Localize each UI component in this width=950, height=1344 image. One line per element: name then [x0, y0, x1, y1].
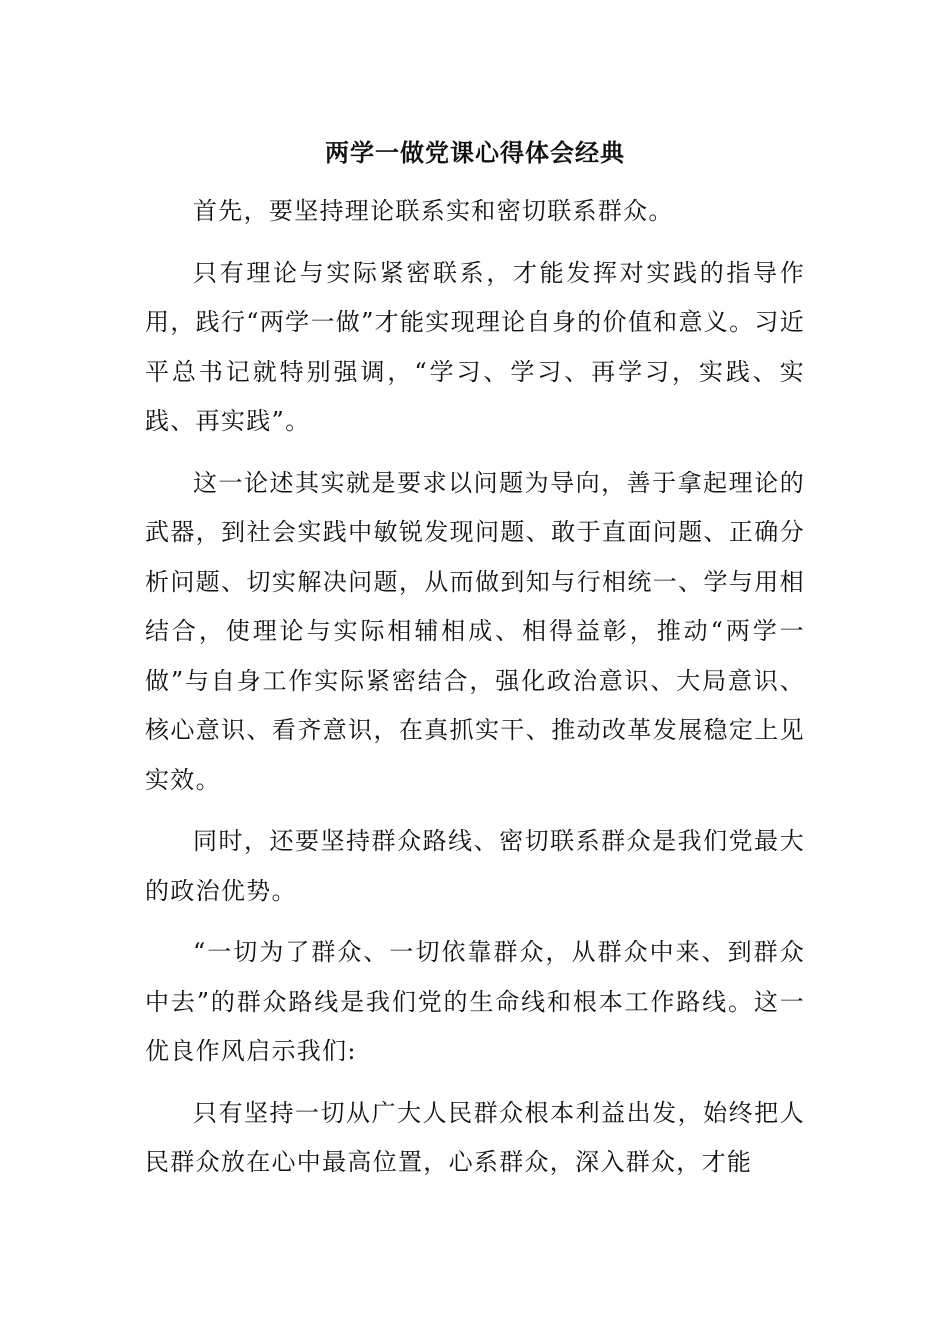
paragraph: 首先，要坚持理论联系实和密切联系群众。 [193, 197, 674, 225]
paragraph: 只有理论与实际紧密联系，才能发挥对实践的指导作用，践行“两学一做”才能实现理论自身的价值和意义。习近平总书记就特别强调，“学习、学习、再学习，实践、实践、再实践”。 [145, 258, 805, 435]
document-title: 两学一做党课心得体会经典 [325, 138, 625, 167]
paragraph: 只有坚持一切从广大人民群众根本利益出发，始终把人民群众放在心中最高位置，心系群众，深入群众，才能 [145, 1098, 805, 1176]
paragraph: “一切为了群众、一切依靠群众，从群众中来、到群众中去”的群众路线是我们党的生命线和根本工作路线。这一优良作风启示我们: [145, 938, 805, 1065]
paragraph: 这一论述其实就是要求以问题为导向，善于拿起理论的武器，到社会实践中敏锐发现问题、敢于直面问题、正确分析问题、切实解决问题，从而做到知与行相统一、学与用相结合，使理论与实际相辅相成、相得益彰，推动“两学一做”与自身工作实际紧密结合，强化政治意识、大局意识、核心意识、看齐意识，在真抓实干、推动改革发展稳定上见实效。 [145, 468, 805, 794]
document-body [145, 187, 805, 1200]
paragraph: 同时，还要坚持群众路线、密切联系群众是我们党最大的政治优势。 [145, 827, 805, 905]
